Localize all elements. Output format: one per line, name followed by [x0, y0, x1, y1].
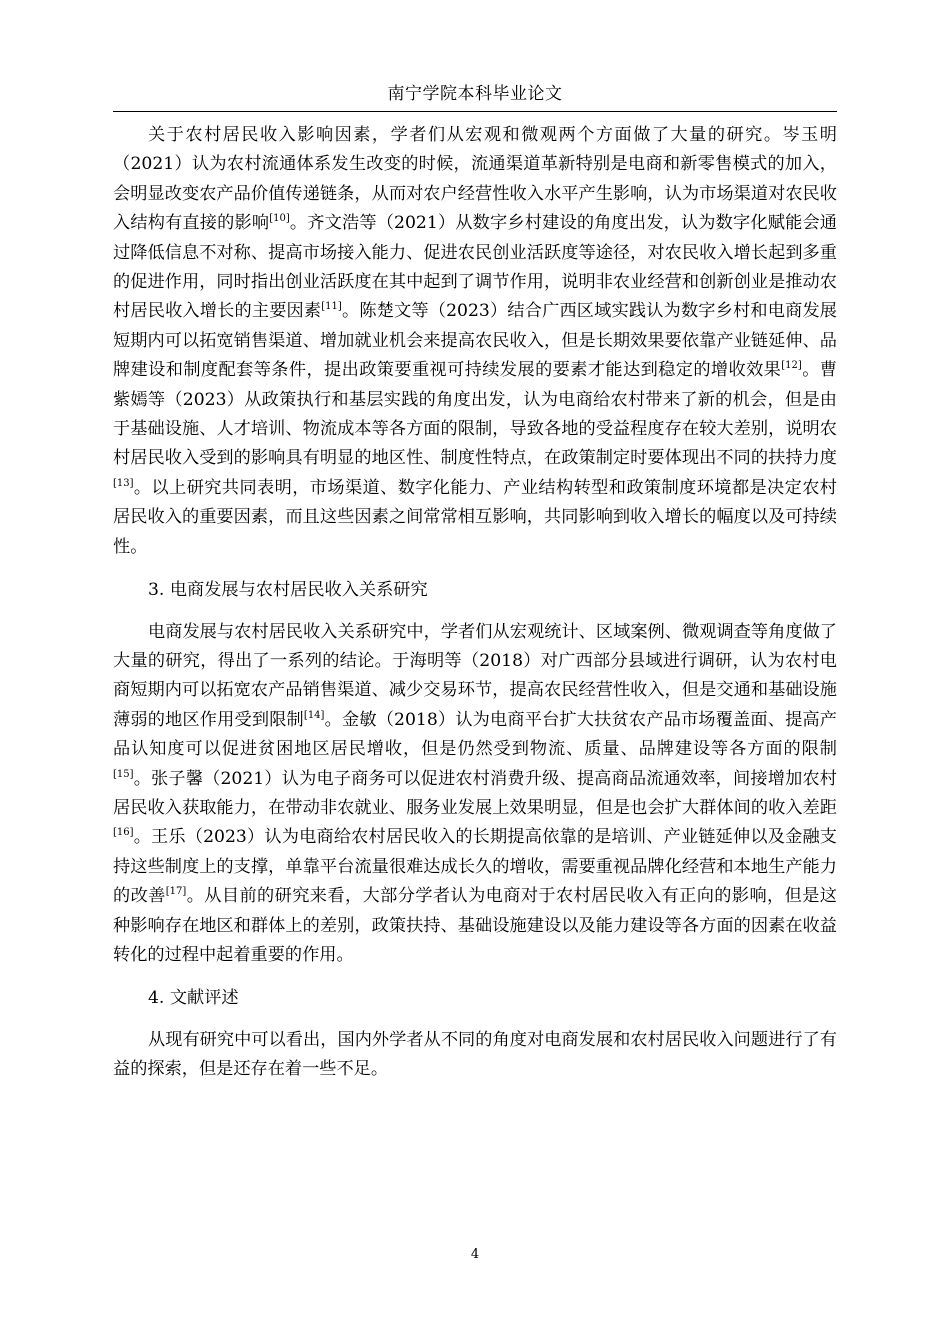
paragraph-text: 。陈楚文等（2023）结合广西区域实践认为数字乡村和电商发展短期内可以拓宽销售渠道、增加就业机会来提高农民收入，但是长期效果要依靠产业链延伸、品牌建设和制度配套等条件，提出政策要重视可持续发展的要素才能达到稳定的增收效果	[113, 301, 837, 381]
document-body	[113, 121, 837, 1085]
paragraph-text: 关于农村居民收入影响因素，学者们从宏观和微观两个方面做了大量的研究。岑玉明（2021）认为农村流通体系发生改变的时候，流通渠道革新特别是电商和新零售模式的加入，会明显改变农产品价值传递链条，从而对农户经营性收入水平产生影响，认为市场渠道对农民收入结构有直接的影响	[113, 125, 837, 234]
section-heading-4: 4. 文献评述	[148, 988, 239, 1009]
paragraph-text: 。张子馨（2021）认为电子商务可以促进农村消费升级、提高商品流通效率，间接增加农村居民收入获取能力，在带动非农就业、服务业发展上效果明显，但是也会扩大群体间的收入差距	[113, 768, 837, 818]
paragraph-review: 从现有研究中可以看出，国内外学者从不同的角度对电商发展和农村居民收入问题进行了有益的探索，但是还存在着一些不足。	[113, 1029, 837, 1080]
paragraph-text: 。曹紫嫣等（2023）从政策执行和基层实践的角度出发，认为电商给农村带来了新的机会，但是由于基础设施、人才培训、物流成本等各方面的限制，导致各地的受益程度存在较大差别，说明农村居民收入受到的影响具有明显的地区性、制度性特点，在政策制定时要体现出不同的扶持力度	[113, 360, 837, 469]
paragraph-ecommerce-income	[113, 618, 837, 971]
paragraph-text: 电商发展与农村居民收入关系研究中，学者们从宏观统计、区域案例、微观调查等角度做了大量的研究，得出了一系列的结论。于海明等（2018）对广西部分县域进行调研，认为农村电商短期内可以拓宽农产品销售渠道、减少交易环节，提高农民经营性收入，但是交通和基础设施薄弱的地区作用受到限制	[113, 621, 837, 730]
paragraph-text: 。王乐（2023）认为电商给农村居民收入的长期提高依靠的是培训、产业链延伸以及金融支持这些制度上的支撑，单靠平台流量很难达成长久的增收，需要重视品牌化经营和本地生产能力的改善	[113, 827, 837, 907]
citation-14: [14]	[303, 709, 325, 721]
paragraph-income-factors	[113, 121, 837, 562]
paragraph-text: 。金敏（2018）认为电商平台扩大扶贫农产品市场覆盖面、提高产品认知度可以促进贫困地区居民增收，但是仍然受到物流、质量、品牌建设等各方面的限制	[113, 709, 837, 760]
citation-10: [10]	[269, 213, 290, 225]
section-heading-3: 3. 电商发展与农村居民收入关系研究	[148, 580, 428, 601]
running-header: 南宁学院本科毕业论文	[387, 84, 563, 104]
citation-12: [12]	[781, 360, 802, 372]
paragraph-text: 。以上研究共同表明，市场渠道、数字化能力、产业结构转型和政策制度环境都是决定农村居民收入的重要因素，而且这些因素之间常常相互影响，共同影响到收入增长的幅度以及可持续性。	[113, 477, 837, 557]
paragraph-text: 。从目前的研究来看，大部分学者认为电商对于农村居民收入有正向的影响，但是这种影响存在地区和群体上的差别，政策扶持、基础设施建设以及能力建设等各方面的因素在收益转化的过程中起着重要的作用。	[113, 886, 837, 965]
paragraph-text: 。齐文浩等（2021）从数字乡村建设的角度出发，认为数字化赋能会通过降低信息不对称、提高市场接入能力、促进农民创业活跃度等途径，对农民收入增长起到多重的促进作用，同时指出创业活跃度在其中起到了调节作用，说明非农业经营和创新创业是推动农村居民收入增长的主要因素	[113, 213, 837, 322]
citation-17: [17]	[165, 886, 187, 898]
citation-11: [11]	[321, 301, 342, 313]
citation-13: [13]	[113, 477, 134, 489]
citation-15: [15]	[113, 768, 134, 780]
citation-16: [16]	[113, 827, 134, 839]
page-number: 4	[470, 1247, 480, 1262]
header-rule	[113, 111, 837, 112]
